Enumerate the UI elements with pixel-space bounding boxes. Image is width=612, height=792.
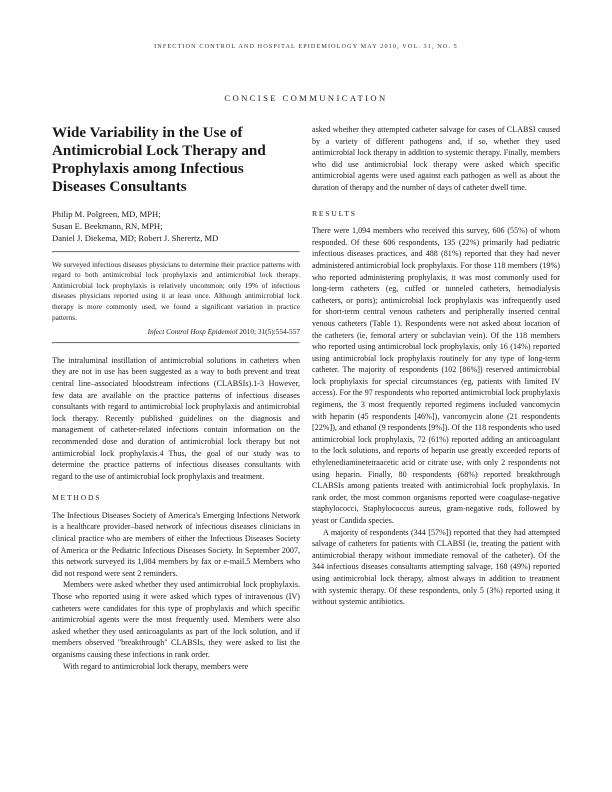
article-title: Wide Variability in the Use of Antimicrobial Lock Therapy and Prophylaxis among Infectious Diseases Consultants bbox=[52, 125, 266, 195]
methods-heading: METHODS bbox=[52, 493, 102, 503]
methods-paragraph: Members were asked whether they used antimicrobial lock prophylaxis. Those who reported using it were asked which types of intravenous (IV) catheters were candidates for this type of prophylaxis and which specific antimicrobial agents were the most frequently used. Members were also asked whether they used anticoagulants as part of the lock solution, and if members observed "breakthrough" CLABSIs, they were asked to list the organisms causing these infections in rank order. bbox=[52, 580, 300, 660]
results-paragraph: There were 1,094 members who received this survey, 606 (55%) of whom responded. Of these 606 respondents, 135 (22%) primarily had pediatric infectious diseases practices, and 488 (81%) reported that they had never administered antimicrobial lock prophylaxis. For those 118 members (19%) who reported administering prophylaxis, it was most commonly used for long-term catheters (eg, cuffed or tunneled catheters, hemodialysis catheters, or ports); antimicrobial lock prophylaxis was infrequently used for short-term central venous catheters and peripherally inserted central venous catheters (Table 1). Respondents were not asked about location of the catheters (ie, femoral artery or subclavian vein). Of the 118 members who reported using antimicrobial lock prophylaxis, only 16 (14%) reported using antimicrobial lock prophylaxis routinely for any type of long-term catheter. The majority of respondents (102 [86%]) reserved antimicrobial lock prophylaxis for special circumstances (eg, patients with limited IV access). For the 97 respondents who reported antimicrobial lock prophylaxis regimens, the 3 most frequently reported regimens included vancomycin with heparin (45 respondents [46%]), vancomycin alone (21 respondents [22%]), and ethanol (9 respondents [9%]). Of the 118 respondents who used antimicrobial lock prophylaxis, 72 (61%) reported adding an anticoagulant to the lock solutions, and reports of heparin use greatly exceeded reports of ethylenediaminetetraacetic acid or citrate use, with only 2 respondents not using heparin. Finally, 80 respondents (68%) reported breakthrough CLABSIs among patients treated with antimicrobial lock prophylaxis. In rank order, the most common organisms reported were coagulase-negative staphylococci, Staphylococcus aureus, gram-negative rods, followed by yeast or Candida species. bbox=[312, 226, 560, 525]
author-line: Susan E. Beekmann, RN, MPH; bbox=[52, 221, 163, 232]
methods-paragraph: With regard to antimicrobial lock therapy, members were bbox=[63, 661, 249, 671]
citation bbox=[52, 327, 300, 342]
abstract: We surveyed infectious diseases physicians to determine their practice patterns with regard to both antimicrobial lock prophylaxis and antimicrobial lock therapy. Antimicrobial lock prophylaxis is relatively uncommon; only 19% of infectious diseases physicians reported using it at least once. Although antimicrobial lock therapy is more commonly used, we found a significant variation in practice patterns. bbox=[52, 259, 300, 322]
methods-continued-paragraph: asked whether they attempted catheter salvage for cases of CLABSI caused by a variety of different pathogens and, if so, whether they used antimicrobial lock therapy in addition to systemic therapy. Finally, members who did use antimicrobial lock therapy were asked which specific antimicrobial agents were used against each pathogen as well as about the duration of therapy and the number of days of catheter dwell time. bbox=[312, 125, 560, 192]
author-line: Daniel J. Diekema, MD; Robert J. Sherertz, MD bbox=[52, 233, 219, 244]
section-label: CONCISE COMMUNICATION bbox=[224, 93, 388, 103]
running-head: INFECTION CONTROL AND HOSPITAL EPIDEMIOLOGY MAY 2010, VOL. 31, NO. 5 bbox=[154, 43, 458, 50]
author-list bbox=[52, 208, 300, 245]
right-body bbox=[312, 124, 560, 608]
methods-paragraph: The Infectious Diseases Society of America's Emerging Infections Network is a healthcare provider–based network of infectious diseases clinicians in clinical practice who are members of either the Infectious Diseases Society of America or the Pediatric Infectious Diseases Society. In September 2007, this network surveyed its 1,084 members by fax or e-mail.5 Members who did not respond were sent 2 reminders. bbox=[52, 510, 300, 578]
intro-section bbox=[52, 355, 300, 672]
results-heading: RESULTS bbox=[312, 208, 357, 218]
right-column bbox=[312, 124, 560, 608]
left-column bbox=[52, 124, 300, 672]
citation-details: 2010; 31(5):554-557 bbox=[239, 327, 300, 337]
intro-paragraph: The intraluminal instillation of antimicrobial solutions in catheters when they are not in use has been suggested as a way to both prevent and treat central line–associated bloodstream infections (CLABSIs).1-3 However, few data are available on the practice patterns of infectious diseases consultants with regard to antimicrobial lock prophylaxis and antimicrobial lock therapy. Recently published guidelines on the diagnosis and management of catheter-related infections contain information on the recommended dose and duration of antimicrobial lock therapy but not antimicrobial lock prophylaxis.4 Thus, the goal of our study was to determine the practice patterns of infectious diseases consultants with regard to the use of antimicrobial lock prophylaxis and treatment. bbox=[52, 355, 300, 481]
author-line: Philip M. Polgreen, MD, MPH; bbox=[52, 209, 161, 219]
citation-journal: Infect Control Hosp Epidemiol bbox=[147, 327, 238, 337]
results-paragraph: A majority of respondents (344 [57%]) reported that they had attempted salvage of catheters for patients with CLABSI (ie, treating the patient with antimicrobial therapy without immediate removal of the catheter). Of the 344 infectious diseases consultants attempting salvage, 168 (49%) reported using antimicrobial lock therapy, almost always in addition to treatment with systemic therapy. Of these respondents, only 5 (3%) reported using it without systemic antibiotics. bbox=[312, 527, 560, 607]
